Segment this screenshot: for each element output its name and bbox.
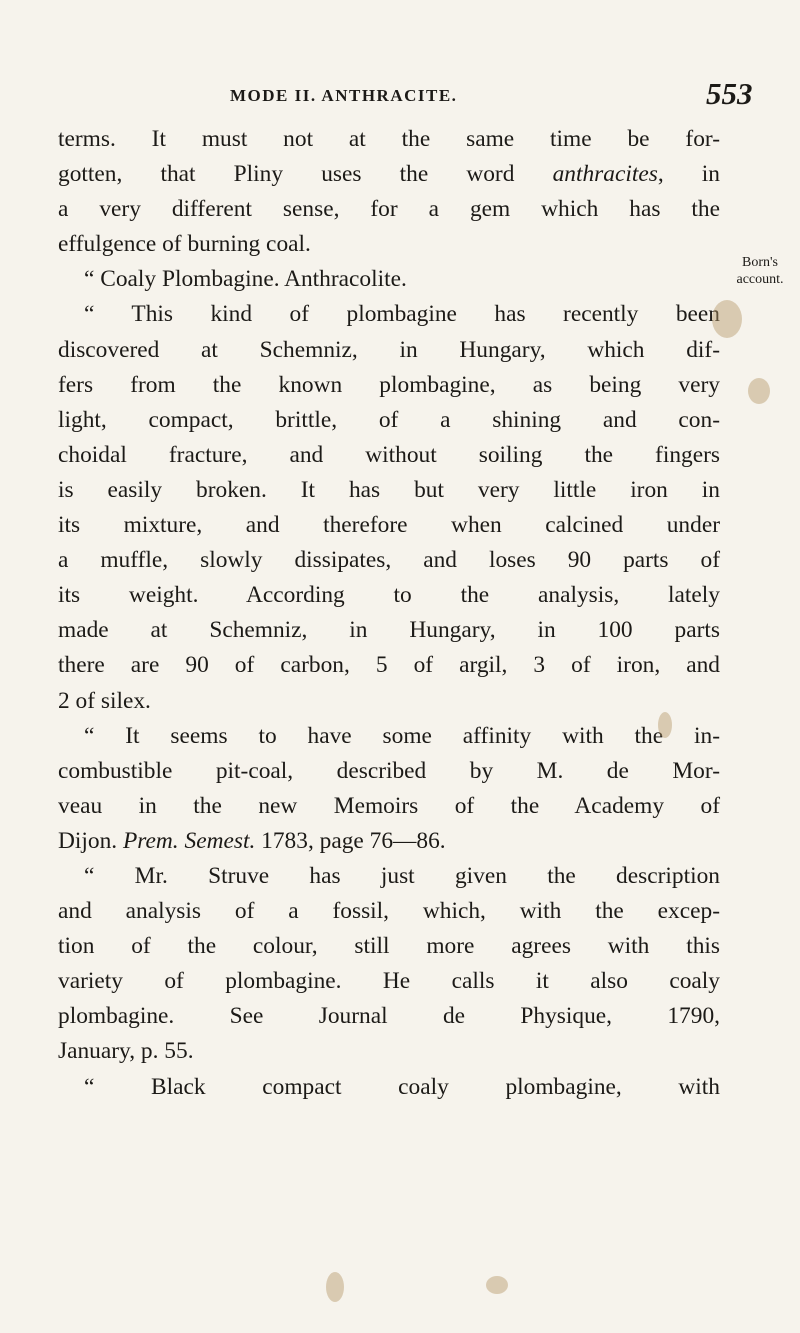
text-line: “ It seems to have some affinity with the in- bbox=[84, 722, 720, 749]
text-line: January, p. 55. bbox=[58, 1038, 194, 1065]
text-line: choidal fracture, and without soiling the fingers bbox=[58, 441, 720, 468]
text-line: tion of the colour, still more agrees with this bbox=[58, 933, 720, 960]
text-line: plombagine. See Journal de Physique, 1790, bbox=[58, 1003, 720, 1030]
italic-term: Semest. bbox=[184, 827, 256, 854]
text-line: combustible pit-coal, described by M. de Mor- bbox=[58, 757, 720, 784]
text-line: effulgence of burning coal. bbox=[58, 231, 311, 258]
text-line: discovered at Schemniz, in Hungary, which dif- bbox=[58, 336, 720, 363]
text-line: and analysis of a fossil, which, with the excep- bbox=[58, 898, 720, 925]
text-line: veau in the new Memoirs of the Academy of bbox=[58, 792, 720, 819]
paper-stain bbox=[658, 712, 672, 738]
text-line: 2 of silex. bbox=[58, 687, 151, 714]
paper-stain bbox=[712, 300, 742, 338]
text-line: a very different sense, for a gem which has the bbox=[58, 196, 720, 223]
text-line: is easily broken. It has but very little iron in bbox=[58, 476, 720, 503]
page-number: 553 bbox=[706, 76, 753, 111]
margin-note bbox=[727, 254, 793, 288]
text-line: “ This kind of plombagine has recently been bbox=[84, 301, 720, 328]
text-line: its weight. According to the analysis, lately bbox=[58, 582, 720, 609]
body-text bbox=[58, 122, 720, 1105]
text-line: light, compact, brittle, of a shining and con- bbox=[58, 406, 720, 433]
paper-stain bbox=[748, 378, 770, 404]
text-line: “ Mr. Struve has just given the description bbox=[84, 862, 720, 889]
text-line: there are 90 of carbon, 5 of argil, 3 of iron, and bbox=[58, 652, 720, 679]
text-line: “ Black compact coaly plombagine, with bbox=[84, 1073, 720, 1100]
paper-stain bbox=[486, 1276, 508, 1294]
text-line: terms. It must not at the same time be for- bbox=[58, 126, 720, 152]
text-line: made at Schemniz, in Hungary, in 100 parts bbox=[58, 617, 720, 644]
running-head: MODE II. ANTHRACITE. bbox=[230, 86, 458, 105]
italic-term: anthracites bbox=[552, 161, 658, 188]
text-line: its mixture, and therefore when calcined under bbox=[58, 512, 720, 539]
text-line: variety of plombagine. He calls it also coaly bbox=[58, 968, 720, 995]
text-line: Dijon. Prem. Semest. 1783, page 76—86. bbox=[58, 827, 446, 854]
margin-note-line-1: Born's bbox=[742, 255, 778, 270]
text-line: “ Coaly Plombagine. Anthracolite. bbox=[84, 266, 407, 293]
italic-term: Prem. bbox=[122, 827, 179, 854]
paper-stain bbox=[326, 1272, 344, 1302]
text-line: a muffle, slowly dissipates, and loses 90 parts of bbox=[58, 547, 720, 574]
text-line: fers from the known plombagine, as being very bbox=[58, 371, 720, 398]
margin-note-line-2: account. bbox=[736, 272, 784, 287]
text-line: gotten, that Pliny uses the word anthracites, in bbox=[58, 161, 720, 188]
